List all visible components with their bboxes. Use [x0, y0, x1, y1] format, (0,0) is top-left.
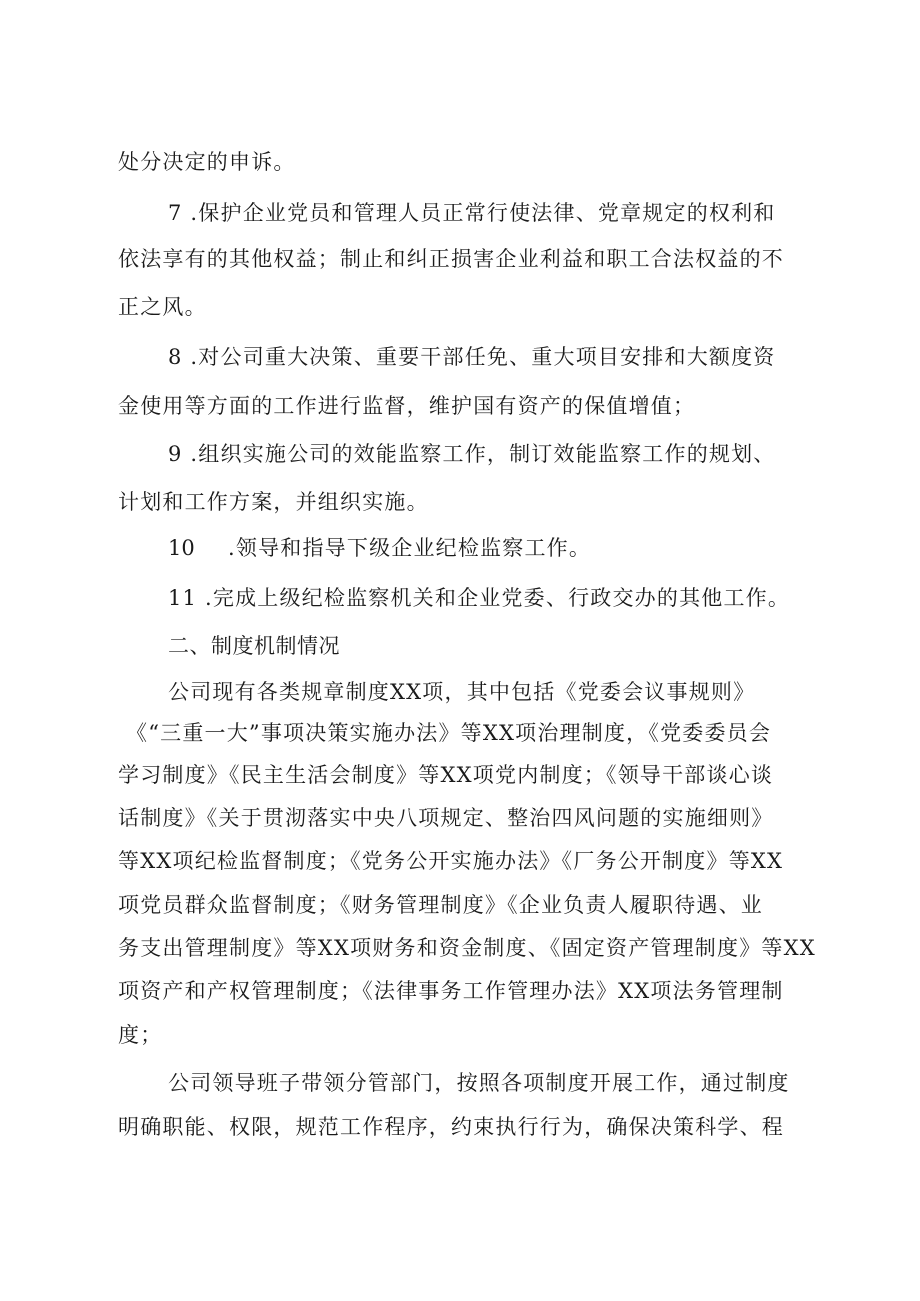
list-number-10: 10 [168, 536, 195, 560]
paragraph-line: 度； [118, 1023, 163, 1047]
text-line: 处分决定的申诉。 [118, 150, 296, 174]
paragraph-line: 明确职能、权限，规范工作程序，约束执行行为，确保决策科学、程 [118, 1115, 784, 1139]
text-line: 金使用等方面的工作进行监督，维护国有资产的保值增值； [118, 394, 696, 418]
list-item-8: 8 .对公司重大决策、重要干部任免、重大项目安排和大额度资 [168, 345, 776, 369]
section-heading: 二、制度机制情况 [168, 634, 340, 658]
paragraph-line: 话制度》《关于贯沏落实中央八项规定、整治四风问题的实施细则》 [118, 806, 774, 830]
paragraph-line: 《“三重一大”事项决策实施办法》等XX项治理制度，《党委委员会 [126, 721, 772, 745]
paragraph-line: 公司现有各类规章制度XX项，其中包括《党委会议事规则》 [168, 680, 756, 704]
text-line: 计划和工作方案，并组织实施。 [118, 490, 429, 514]
list-item-10: .领导和指导下级企业纪检监察工作。 [228, 536, 592, 560]
list-item-11: 11 .完成上级纪检监察机关和企业党委、行政交办的其他工作。 [168, 586, 791, 610]
paragraph-line: 项资产和产权管理制度；《法律事务工作管理办法》XX项法务管理制 [118, 979, 784, 1003]
paragraph-line: 公司领导班子带领分管部门，按照各项制度开展工作，通过制度 [168, 1071, 790, 1095]
list-item-7: 7 .保护企业党员和管理人员正常行使法律、党章规定的权利和 [168, 201, 776, 225]
text-line: 依法享有的其他权益；制止和纠正损害企业利益和职工合法权益的不 [118, 247, 784, 271]
paragraph-line: 等XX项纪检监督制度；《党务公开实施办法》《厂务公开制度》等XX [118, 849, 784, 873]
text-line: 正之风。 [118, 295, 207, 319]
paragraph-line: 学习制度》《民主生活会制度》等XX项党内制度；《领导干部谈心谈 [118, 763, 774, 787]
list-item-9: 9 .组织实施公司的效能监察工作，制订效能监察工作的规划、 [168, 442, 776, 466]
paragraph-line: 项党员群众监督制度；《财务管理制度》《企业负责人履职待遇、业 [118, 893, 763, 917]
paragraph-line: 务支出管理制度》等XX项财务和资金制度、《固定资产管理制度》等XX [118, 936, 816, 960]
